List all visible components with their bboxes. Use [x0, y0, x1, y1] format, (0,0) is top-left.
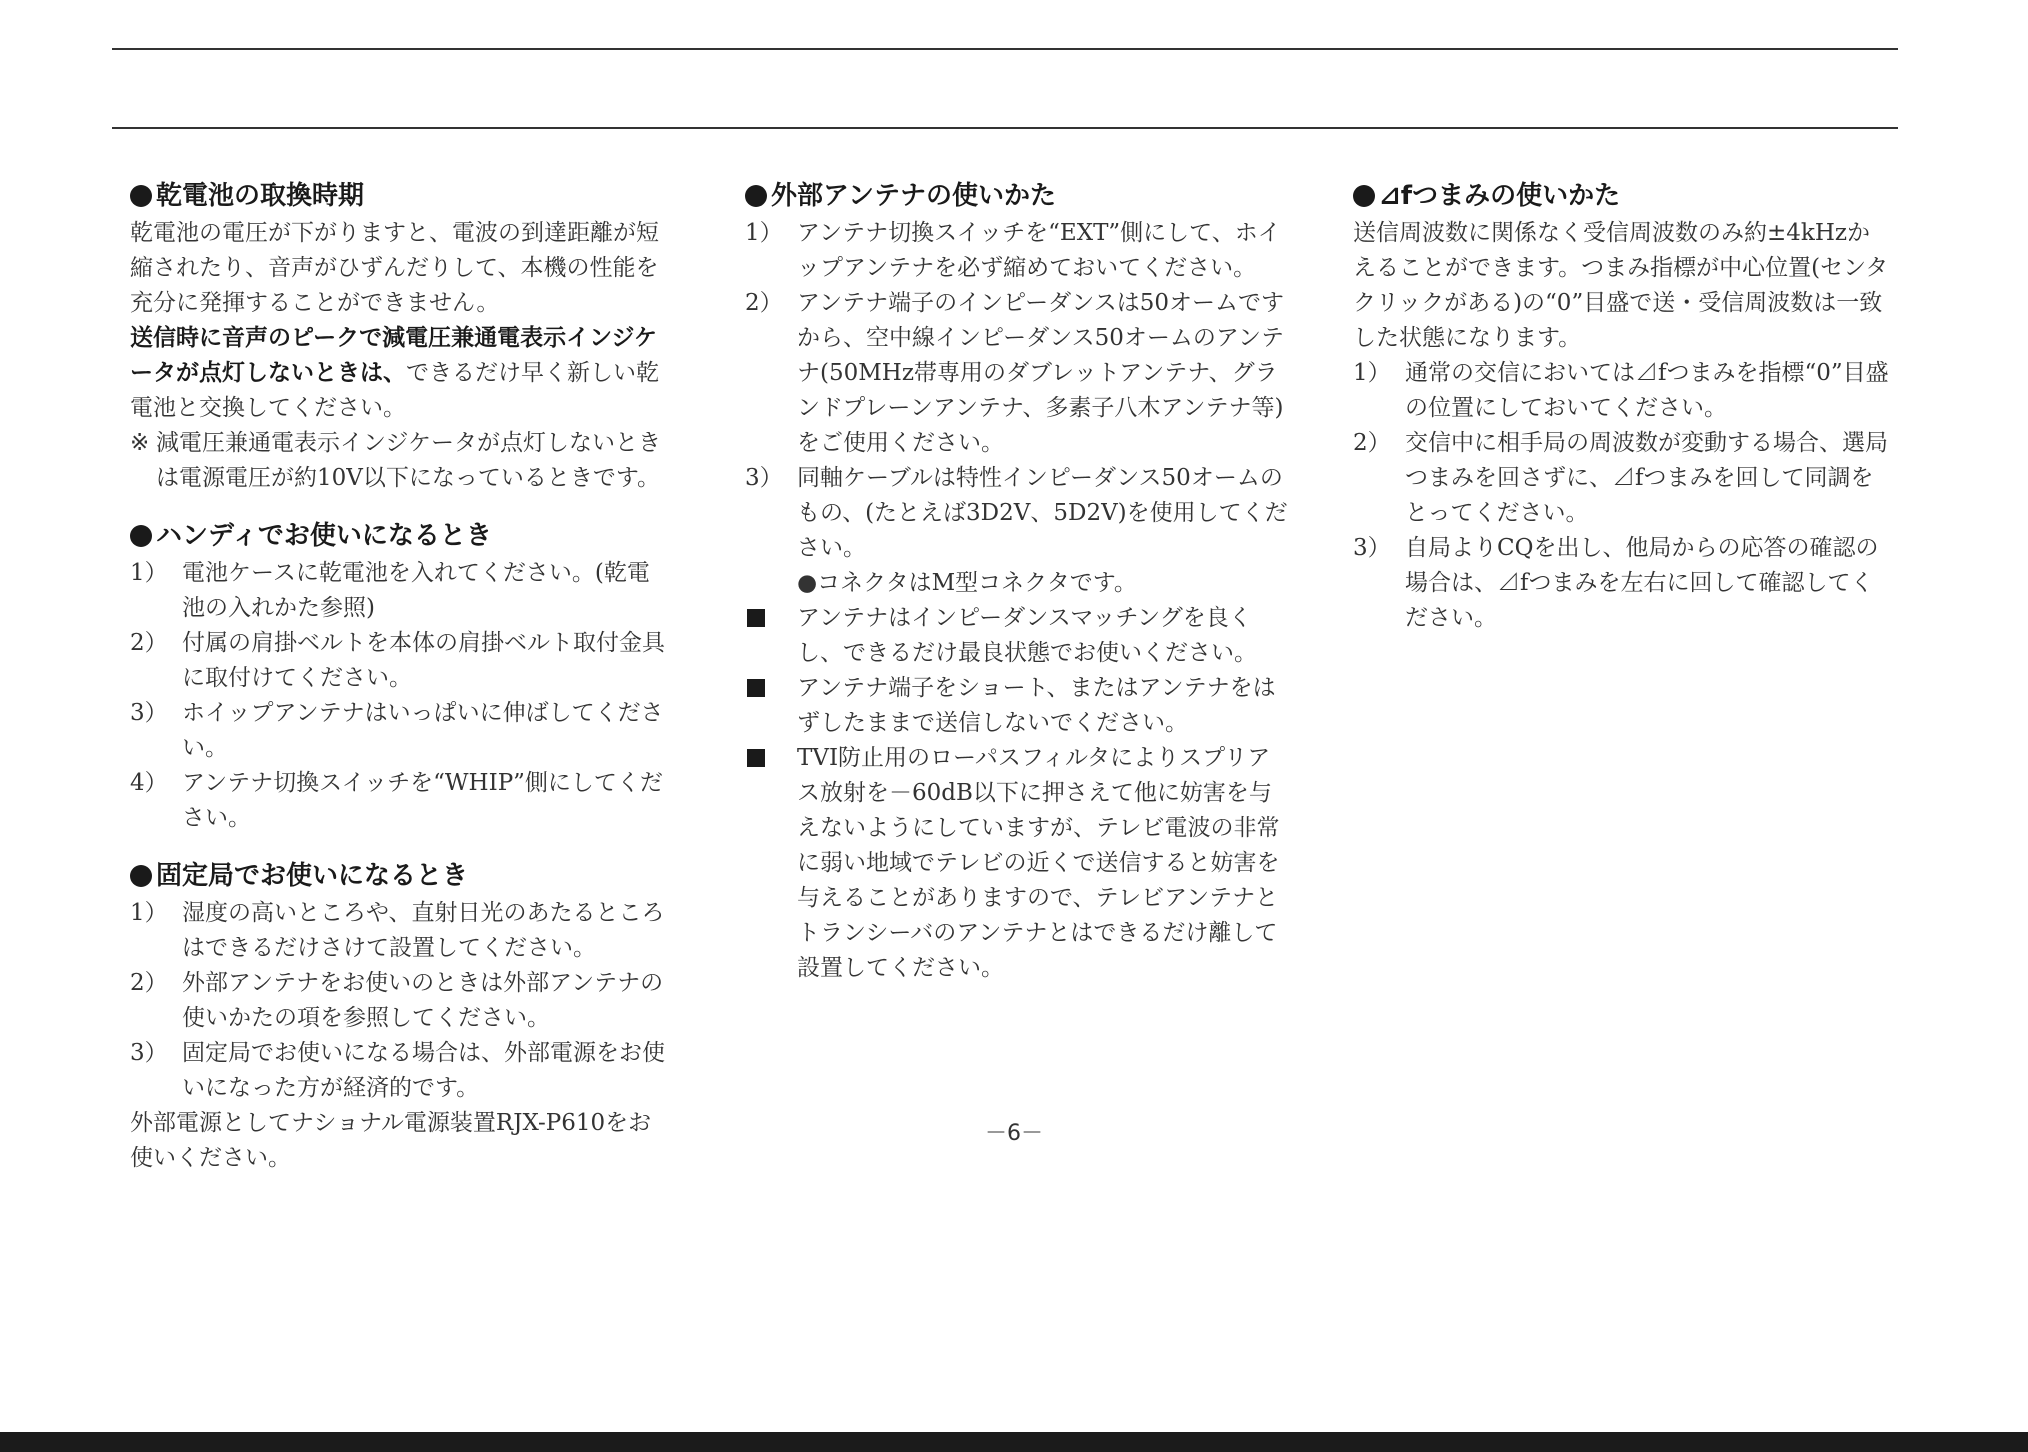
- page-number: －6－: [985, 1121, 1043, 1146]
- paragraph: 外部電源としてナショナル電源装置RJX-P610をお使いください。: [130, 1110, 652, 1171]
- column-right: [1353, 178, 1893, 658]
- list-item: 2） 付属の肩掛ベルトを本体の肩掛ベルト取付金具に取付けてください。: [130, 630, 665, 691]
- section-title: 乾電池の取換時期: [130, 178, 670, 214]
- list-item: 1） 電池ケースに乾電池を入れてください。(乾電池の入れかた参照): [130, 560, 650, 621]
- bullet-icon: [745, 185, 767, 207]
- square-bullet-icon: [745, 741, 797, 767]
- note-mark: ※: [130, 430, 150, 456]
- list-item: 4） アンテナ切換スイッチを“WHIP”側にしてください。: [130, 770, 663, 831]
- header-rule: [112, 127, 1898, 129]
- column-left: [130, 178, 670, 1198]
- note-text: 減電圧兼通電表示インジケータが点灯しないときは電源電圧が約10V以下になっているときです。: [156, 430, 661, 491]
- list-item: 3） 固定局でお使いになる場合は、外部電源をお使いになった方が経済的です。: [130, 1040, 665, 1101]
- section-handy-use: [130, 518, 670, 836]
- square-bullet-item: TVI防止用のローパスフィルタによりスプリアス放射を－60dB以下に押さえて他に妨害を与えないようにしていますが、テレビ電波の非常に弱い地域でテレビの近くで送信すると妨害を与えることがありますので、テレビアンテナとトランシーバのアンテナとはできるだけ離して設置してください。: [745, 741, 1290, 986]
- paragraph: 送信周波数に関係なく受信周波数のみ約±4kHzかえることができます。つまみ指標が中心位置(センタクリックがある)の“0”目盛で送・受信周波数は一致した状態になります。: [1353, 220, 1889, 351]
- list-item: 2） 交信中に相手局の周波数が変動する場合、選局つまみを回さずに、⊿fつまみを回して同調をとってください。: [1353, 430, 1888, 526]
- bullet-icon: [130, 185, 152, 207]
- square-bullet-icon: [745, 601, 797, 627]
- section-title: 固定局でお使いになるとき: [130, 858, 670, 894]
- list-item: 1） 通常の交信においては⊿fつまみを指標“0”目盛の位置にしておいてください。: [1353, 360, 1889, 421]
- section-title: 外部アンテナの使いかた: [745, 178, 1290, 214]
- list-item: 3） 自局よりCQを出し、他局からの応答の確認の場合は、⊿fつまみを左右に回して確認してください。: [1353, 535, 1879, 631]
- bold-text: 送信時に音声のピークで減電圧兼通電表示インジケータが点灯しないときは、: [130, 325, 658, 386]
- paragraph: [130, 321, 670, 426]
- square-bullet-item: アンテナ端子をショート、またはアンテナをはずしたままで送信しないでください。: [745, 671, 1290, 741]
- top-rule: [112, 48, 1898, 50]
- list-item: 3） ホイップアンテナはいっぱいに伸ばしてください。: [130, 700, 664, 761]
- list-item: 3） 同軸ケーブルは特性インピーダンス50オームのもの、(たとえば3D2V、5D2V)を使用してください。: [745, 465, 1288, 561]
- bullet-icon: [1353, 185, 1375, 207]
- column-middle: [745, 178, 1290, 1008]
- list-item: 1） アンテナ切換スイッチを“EXT”側にして、ホイップアンテナを必ず縮めておいてください。: [745, 220, 1281, 281]
- connector-note: ●コネクタはM型コネクタです。: [797, 570, 1137, 596]
- section-title: ハンディでお使いになるとき: [130, 518, 670, 554]
- paragraph: 乾電池の電圧が下がりますと、電波の到達距離が短縮されたり、音声がひずんだりして、本機の性能を充分に発揮することができません。: [130, 220, 659, 316]
- text: できるだけ早く新しい乾電池と交換してください。: [130, 360, 659, 421]
- list-item: 1） 湿度の高いところや、直射日光のあたるところはできるだけさけて設置してください。: [130, 900, 665, 961]
- list-item: 2） アンテナ端子のインピーダンスは50オームですから、空中線インピーダンス50オームのアンテナ(50MHz帯専用のダブレットアンテナ、グランドプレーンアンテナ、多素子八木アンテナ等)をご使用ください。: [745, 290, 1284, 456]
- section-title: ⊿fつまみの使いかた: [1353, 178, 1893, 214]
- square-bullet-item: アンテナはインピーダンスマッチングを良くし、できるだけ最良状態でお使いください。: [745, 601, 1290, 671]
- square-bullet-icon: [745, 671, 797, 697]
- bullet-icon: [130, 525, 152, 547]
- section-external-antenna: [745, 178, 1290, 986]
- bullet-icon: [130, 865, 152, 887]
- note: [130, 426, 670, 496]
- list-item: 2） 外部アンテナをお使いのときは外部アンテナの使いかたの項を参照してください。: [130, 970, 664, 1031]
- section-battery-replacement: [130, 178, 670, 496]
- scan-edge-band: [0, 1432, 2028, 1452]
- section-delta-f-knob: [1353, 178, 1893, 636]
